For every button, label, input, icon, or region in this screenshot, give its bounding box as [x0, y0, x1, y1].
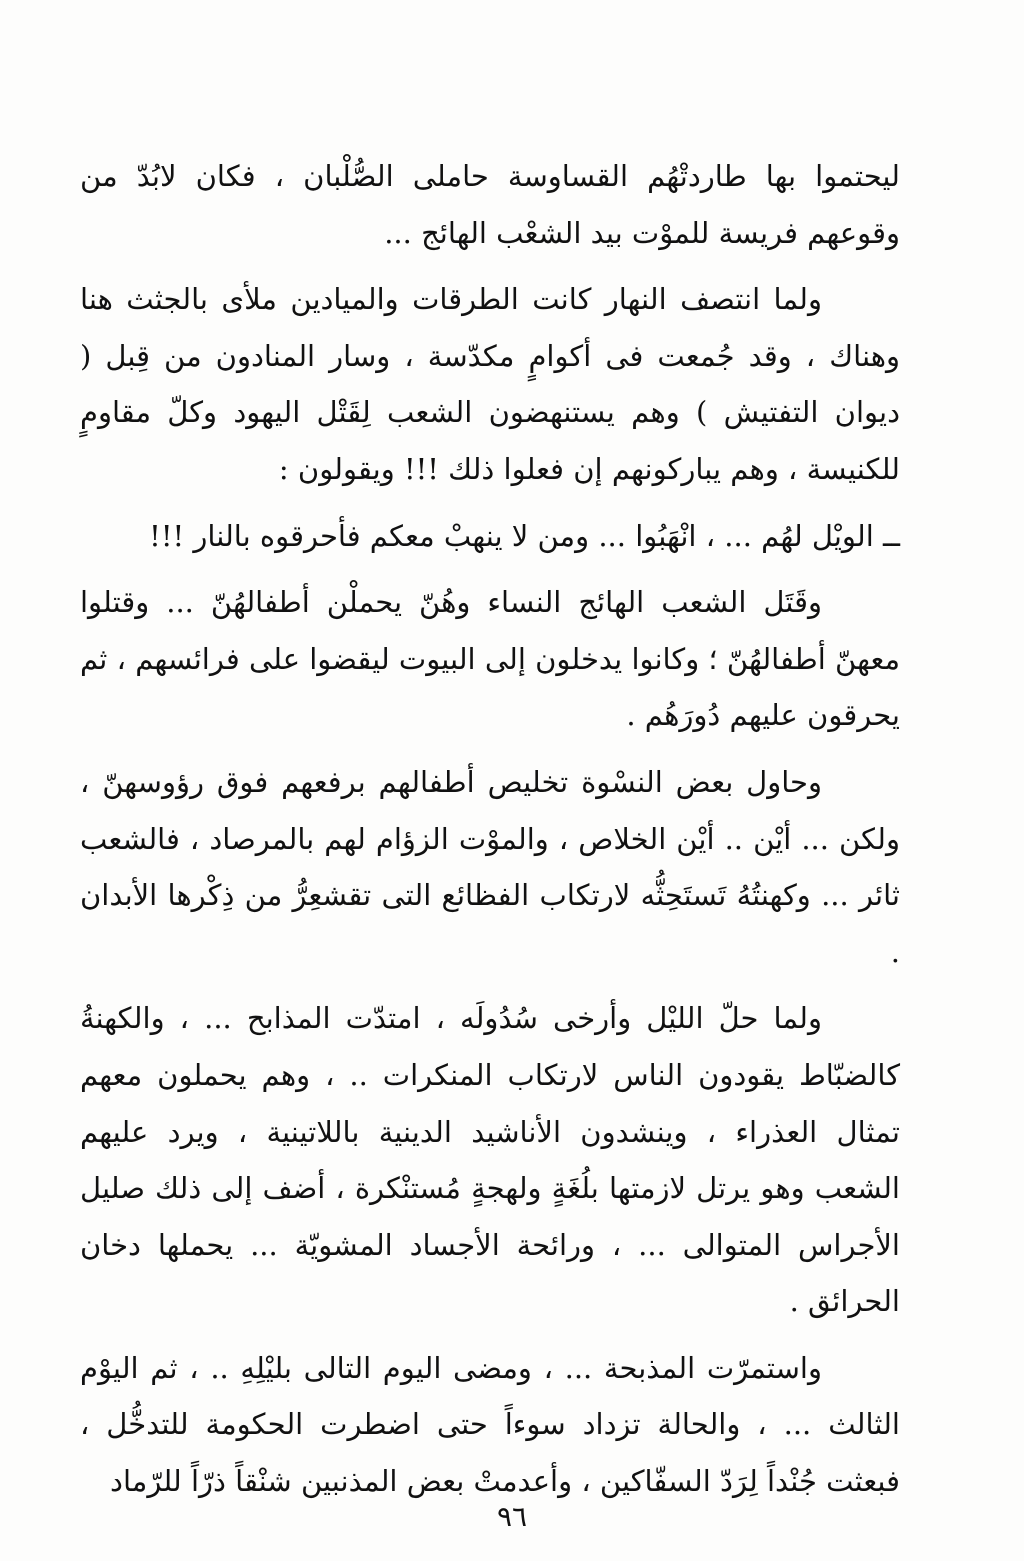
page-body-text	[80, 148, 900, 1520]
paragraph: ولما انتصف النهار كانت الطرقات والميادين ملأى بالجثث هنا وهناك ، وقد جُمعت فى أكوامٍ مكدّسة ، وسار المنادون من قِبل ( ديوان التفتيش ) وهم يستنهضون الشعب لِقَتْل اليهود وكلّ مقاومٍ للكنيسة ، وهم يباركونهم إن فعلوا ذلك !!! ويقولون :	[80, 282, 900, 486]
paragraph: وقَتَل الشعب الهائج النساء وهُنّ يحملْن أطفالهُنّ ... وقتلوا معهنّ أطفالهُنّ ؛ وكانوا يدخلون إلى البيوت ليقضوا على فرائسهم ، ثم يحرقون عليهم دُورَهُم .	[80, 585, 900, 733]
dialogue-line: ــ الويْل لهُم ... ، انْهَبُوا ... ومن لا ينهبْ معكم فأحرقوه بالنار !!!	[149, 518, 900, 553]
page-number: ٩٦	[496, 1500, 528, 1533]
paragraph: واستمرّت المذبحة ... ، ومضى اليوم التالى بليْلِهِ .. ، ثم اليوْم الثالث ... ، والحالة تزداد سوءاً حتى اضطرت الحكومة للتدخُّل ، فبعثت جُنْداً لِرَدّ السفّاكين ، وأعدمتْ بعض المذنبين شنْقاً ذرّاً للرّماد	[80, 1350, 900, 1499]
paragraph: ليحتموا بها طاردتْهُم القساوسة حاملى الصُّلْبان ، فكان لابُدّ من وقوعهم فريسة للموْت بيد الشعْب الهائج ...	[80, 159, 900, 250]
paragraph: ولما حلّ الليْل وأرخى سُدُولَه ، امتدّت المذابح ... ، والكهنةُ كالضبّاط يقودون الناس لارتكاب المنكرات .. ، وهم يحملون معهم تمثال العذراء ، وينشدون الأناشيد الدينية باللاتينية ، ويرد عليهم الشعب وهو يرتل لازمتها بلُغَةٍ ولهجةٍ مُستنْكرة ، أضف إلى ذلك صليل الأجراس المتوالى ... ، ورائحة الأجساد المشويّة ... يحملها دخان الحرائق .	[80, 1001, 900, 1319]
paragraph: وحاول بعض النسْوة تخليص أطفالهم برفعهم فوق رؤوسهنّ ، ولكن ... أيْن .. أيْن الخلاص ، والموْت الزؤام لهم بالمرصاد ، فالشعب ثائر ... وكهنتُهُ تَستَحِثُّه لارتكاب الفظائع التى تقشعِرُّ من ذِكْرها الأبدان .	[80, 764, 900, 969]
